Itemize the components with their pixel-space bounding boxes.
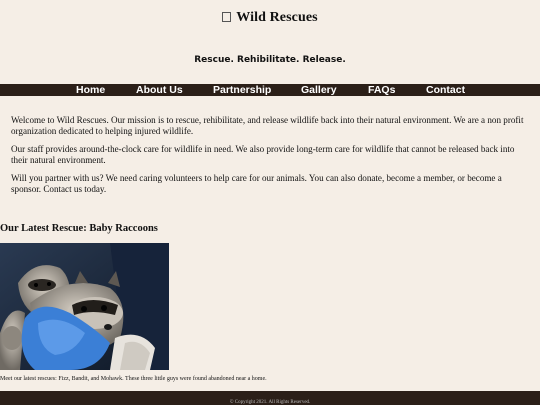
nav-item-home[interactable]: Home [76, 84, 106, 96]
main-nav [0, 84, 540, 96]
site-title [0, 10, 540, 26]
nav-item-faqs[interactable]: FAQs [368, 84, 396, 96]
photo-caption: Meet our latest rescues: Fizz, Bandit, and Mohawk. These three little guys were found abandoned near a home. [0, 376, 267, 382]
raccoon-photo [0, 243, 169, 370]
nav-item-contact[interactable]: Contact [426, 84, 466, 96]
intro-paragraph-partner: Will you partner with us? We need caring volunteers to help care for our animals. You can also donate, become a member, or become a sponsor. Contact us today. [11, 173, 502, 194]
intro-section [11, 115, 529, 203]
copyright-text: © Copyright 2021. All Rights Reserved. [229, 400, 311, 405]
site-title-text: Wild Rescues [236, 10, 318, 25]
latest-rescue-heading: Our Latest Rescue: Baby Raccoons [0, 223, 158, 234]
site-footer [0, 391, 540, 405]
intro-paragraph-staff: Our staff provides around-the-clock care for wildlife in need. We also provide long-term care for wildlife that cannot be released back into their natural environment. [11, 144, 515, 165]
nav-item-gallery[interactable]: Gallery [301, 84, 337, 96]
nav-item-about-us[interactable]: About Us [136, 84, 183, 96]
nav-item-partnership[interactable]: Partnership [213, 84, 272, 96]
broken-image-icon [222, 12, 231, 22]
site-header [0, 0, 540, 84]
intro-paragraph-welcome: Welcome to Wild Rescues. Our mission is to rescue, rehibilitate, and release wildlife back into their natural environment. We are a non profit organization dedicated to helping injured wildlife. [11, 115, 524, 136]
tagline: Rescue. Rehibilitate. Release. [194, 55, 346, 65]
